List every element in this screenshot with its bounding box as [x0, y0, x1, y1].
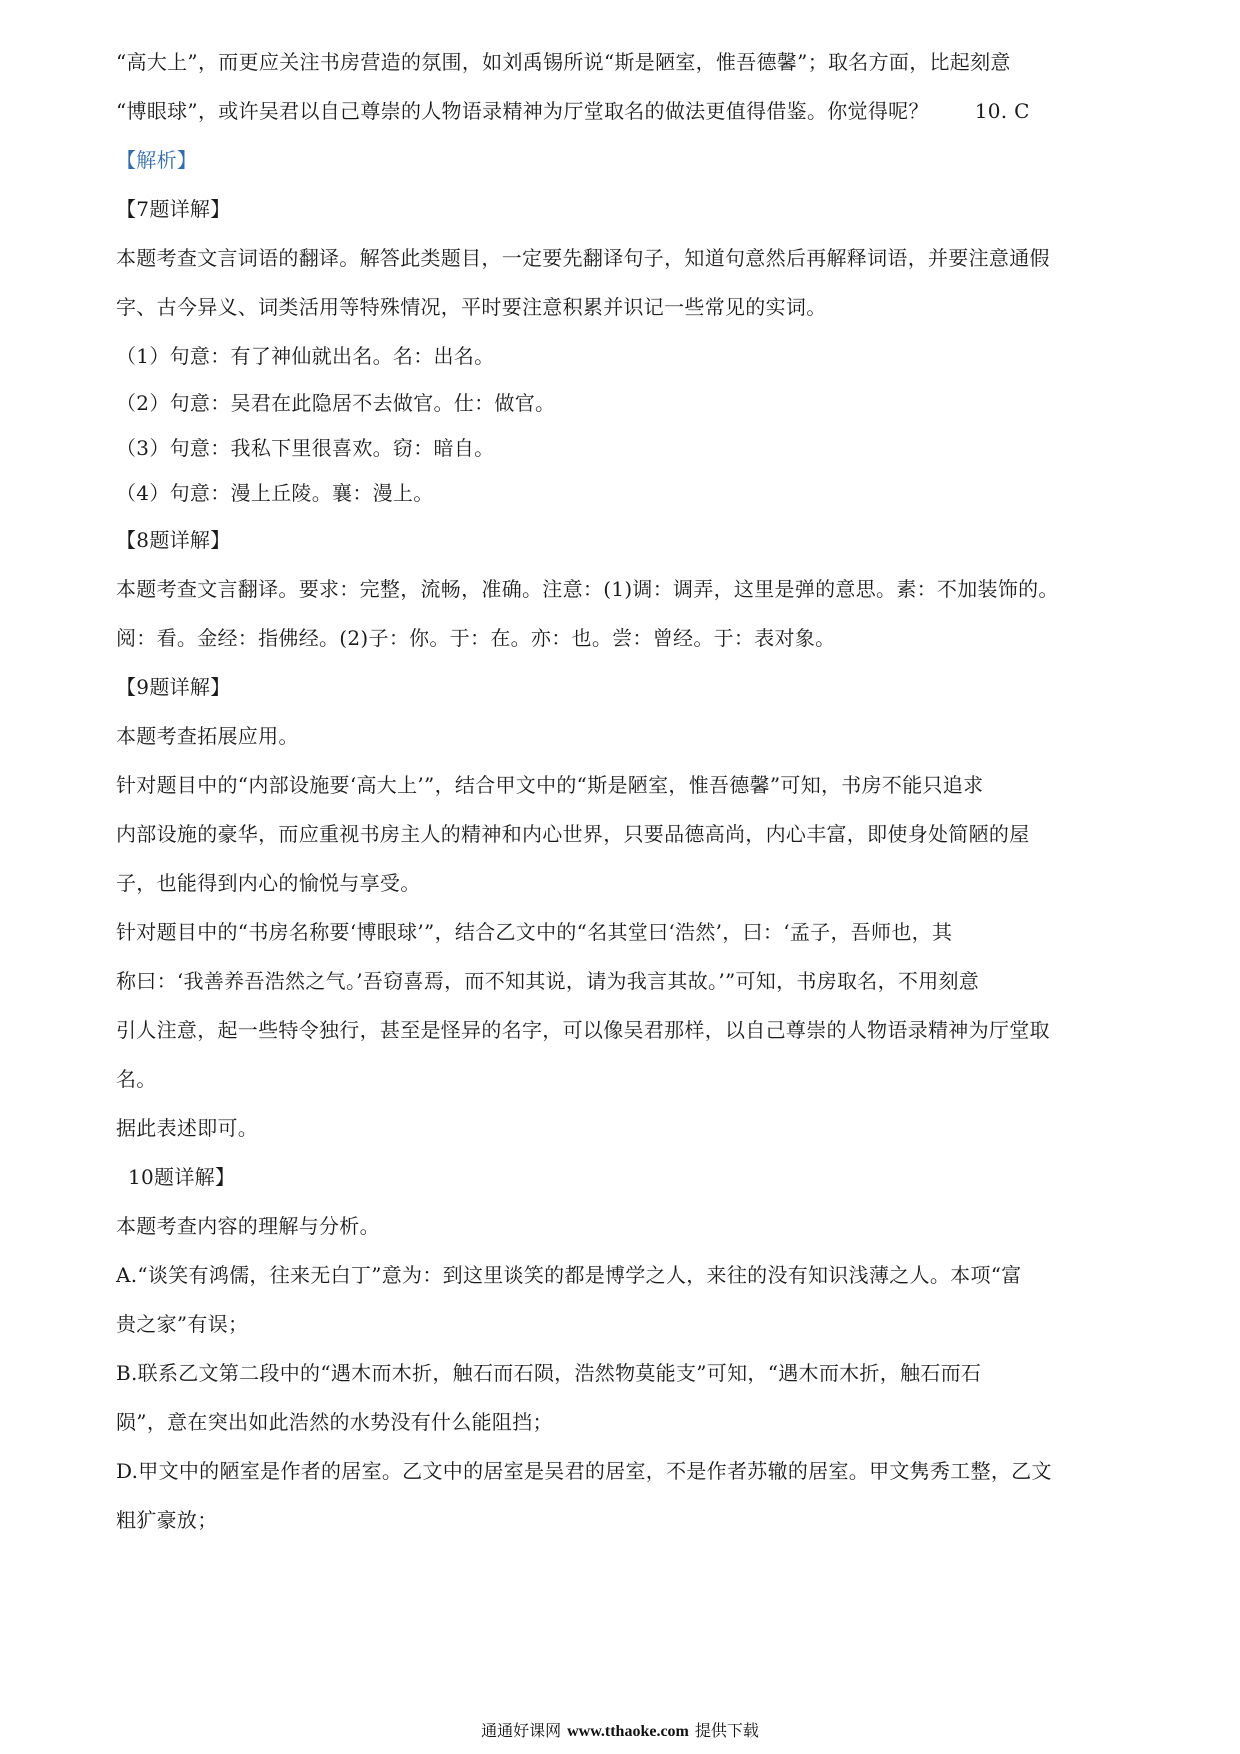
text-span: 字、古今异义、词类活用等特殊情况，平时要注意积累并识记一些常见的实词。 [116, 295, 827, 319]
text-span: 本题考查文言翻译。要求：完整，流畅，准确。注意：(1)调：调弄，这里是弹的意思。素：不加装饰的。 [116, 577, 1059, 601]
text-span: A.“谈笑有鸿儒，往来无白丁”意为：到这里谈笑的都是博学之人，来往的没有知识浅薄之人。本项“富 [116, 1263, 1022, 1287]
text-span: 阅：看。金经：指佛经。(2)子：你。于：在。亦：也。尝：曾经。于：表对象。 [116, 626, 836, 650]
text-line [116, 381, 1136, 426]
text-span: 贵之家”有误； [116, 1312, 249, 1336]
text-span: “高大上”，而更应关注书房营造的氛围，如刘禹锡所说“斯是陋室，惟吾德馨”；取名方面，比起刻意 [116, 50, 1011, 74]
text-line [116, 1300, 1136, 1349]
text-line [116, 234, 1136, 283]
text-line [116, 1349, 1136, 1398]
text-line [116, 471, 1136, 516]
text-span: “博眼球”，或许吴君以自己尊崇的人物语录精神为厅堂取名的做法更值得借鉴。你觉得呢？ [116, 99, 929, 123]
answer-10: 10. C [974, 99, 1030, 123]
text-line [116, 859, 1136, 908]
text-span: 子，也能得到内心的愉悦与享受。 [116, 871, 421, 895]
text-line [116, 1496, 1136, 1545]
question-10-heading [116, 1153, 1136, 1202]
text-span: D.甲文中的陋室是作者的居室。乙文中的居室是吴君的居室，不是作者苏辙的居室。甲文隽秀工整，乙文 [116, 1459, 1052, 1483]
question-8-heading [116, 516, 1136, 565]
page-footer [0, 1718, 1240, 1741]
question-9-heading [116, 663, 1136, 712]
text-span: （2）句意：吴君在此隐居不去做官。仕：做官。 [116, 391, 556, 415]
analysis-heading [116, 136, 1136, 185]
text-span: 针对题目中的“书房名称要‘博眼球’”，结合乙文中的“名其堂曰‘浩然’，曰：‘孟子，吾师也，其 [116, 920, 953, 944]
text-span: 陨”，意在突出如此浩然的水势没有什么能阻挡； [116, 1410, 553, 1434]
text-span: 引人注意，起一些特令独行，甚至是怪异的名字，可以像吴君那样，以自己尊崇的人物语录精神为厅堂取 [116, 1018, 1050, 1042]
text-line [116, 810, 1136, 859]
footer-site-name: 通通好课网 [481, 1721, 562, 1740]
text-span: 粗犷豪放； [116, 1508, 218, 1532]
text-line [116, 1398, 1136, 1447]
text-span: 【8题详解】 [116, 528, 231, 552]
text-span: 10题详解】 [128, 1165, 236, 1189]
question-7-heading [116, 185, 1136, 234]
text-line [116, 1006, 1136, 1055]
text-line [116, 614, 1136, 663]
text-span: 【9题详解】 [116, 675, 231, 699]
footer-suffix: 提供下载 [694, 1721, 759, 1740]
text-span: 称曰：‘我善养吾浩然之气。’吾窃喜焉，而不知其说，请为我言其故。’”可知，书房取名，不用刻意 [116, 969, 980, 993]
document-body [116, 38, 1136, 1545]
text-span: 【7题详解】 [116, 197, 231, 221]
text-span: 【解析】 [116, 148, 198, 172]
text-span: 据此表述即可。 [116, 1116, 259, 1140]
text-line [116, 1202, 1136, 1251]
text-span: 本题考查文言词语的翻译。解答此类题目，一定要先翻译句子，知道句意然后再解释词语，并要注意通假 [116, 246, 1050, 270]
footer-url-link[interactable]: www.tthaoke.com [567, 1723, 689, 1740]
text-span: 本题考查内容的理解与分析。 [116, 1214, 380, 1238]
text-line [116, 565, 1136, 614]
text-line [116, 332, 1136, 381]
text-line [116, 426, 1136, 471]
text-line [116, 283, 1136, 332]
text-line [116, 761, 1136, 810]
text-span: （1）句意：有了神仙就出名。名：出名。 [116, 344, 495, 368]
text-line [116, 1251, 1136, 1300]
text-span: （3）句意：我私下里很喜欢。窃：暗自。 [116, 436, 495, 460]
text-line [116, 87, 1136, 136]
text-span: 本题考查拓展应用。 [116, 724, 299, 748]
text-line [116, 908, 1136, 957]
text-line [116, 712, 1136, 761]
text-line [116, 1104, 1136, 1153]
text-span: 名。 [116, 1067, 157, 1091]
text-line [116, 38, 1136, 87]
text-span: 内部设施的豪华，而应重视书房主人的精神和内心世界，只要品德高尚，内心丰富，即使身处简陋的屋 [116, 822, 1030, 846]
text-span: （4）句意：漫上丘陵。襄：漫上。 [116, 481, 434, 505]
text-line [116, 957, 1136, 1006]
text-line [116, 1447, 1136, 1496]
text-span: 针对题目中的“内部设施要‘高大上’”，结合甲文中的“斯是陋室，惟吾德馨”可知，书房不能只追求 [116, 773, 984, 797]
text-span: B.联系乙文第二段中的“遇木而木折，触石而石陨，浩然物莫能支”可知，“遇木而木折，触石而石 [116, 1361, 982, 1385]
text-line [116, 1055, 1136, 1104]
